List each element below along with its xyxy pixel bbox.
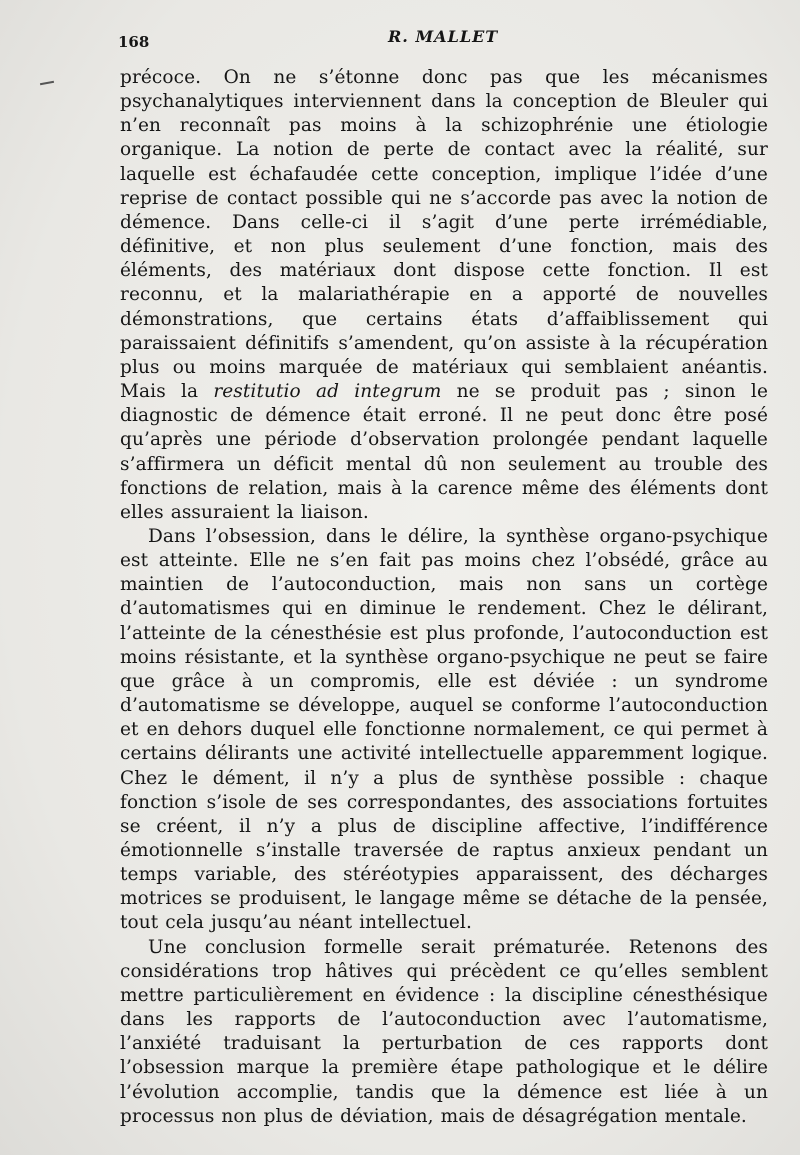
paragraph-1: [120, 66, 768, 525]
paragraph-1-emphasis: restitutio ad integrum: [213, 381, 442, 403]
margin-mark: [40, 81, 54, 85]
paragraph-1-text-after: ne se produit pas ; sinon le diagnostic de démence était erroné. Il ne peut donc être posé qu’après une période d’observation prolongée pendant laquelle s’affirmera un déficit mental dû non seulement au trouble des fonctions de relation, mais à la carence même des éléments dont elles assuraient la liaison.: [120, 381, 769, 523]
paragraph-1-text-before: précoce. On ne s’étonne donc pas que les mécanismes psychanalytiques interviennent dans la conception de Bleuler qui n’en reconnaît pas moins à la schizophrénie une étiologie organique. La notion de perte de contact avec la réalité, sur laquelle est échafaudée cette conception, implique l’idée d’une reprise de contact possible qui ne s’accorde pas avec la notion de démence. Dans celle-ci il s’agit d’une perte irrémédiable, définitive, et non plus seulement d’une fonction, mais des éléments, des matériaux dont dispose cette fonction. Il est reconnu, et la malariathérapie en a apporté de nouvelles démonstrations, que certains états d’affaiblissement qui paraissaient définitifs s’amendent, qu’on assiste à la récupération plus ou moins marquée de matériaux qui semblaient anéantis. Mais la: [120, 67, 768, 403]
paragraph-2: Dans l’obsession, dans le délire, la synthèse organo-psychique est atteinte. Elle ne s’en fait pas moins chez l’obsédé, grâce au maintien de l’autoconduction, mais non sans un cortège d’automatismes qui en diminue le rendement. Chez le délirant, l’atteinte de la cénesthésie est plus profonde, l’autoconduction est moins résistante, et la synthèse organo-psychique ne peut se faire que grâce à un compromis, elle est déviée : un syndrome d’automatisme se développe, auquel se conforme l’autoconduction et en dehors duquel elle fonctionne normalement, ce qui permet à certains délirants une activité intellectuelle apparemment logique. Chez le dément, il n’y a plus de synthèse possible : chaque fonction s’isole de ses correspondantes, des associations fortuites se créent, il n’y a plus de discipline affective, l’indifférence émotionnelle s’installe traversée de raptus anxieux pendant un temps variable, des stéréotypies apparaissent, des décharges motrices se produisent, le langage même se détache de la pensée, tout cela jusqu’au néant intellectuel.: [120, 525, 768, 934]
page-number: 168: [118, 33, 150, 51]
paragraph-3: Une conclusion formelle serait prématurée. Retenons des considérations trop hâtives qui précèdent ce qu’elles semblent mettre particulièrement en évidence : la discipline cénesthésique dans les rapports de l’autoconduction avec l’automatisme, l’anxiété traduisant la perturbation de ces rapports dont l’obsession marque la première étape pathologique et le délire l’évolution accomplie, tandis que la démence est liée à un processus non plus de déviation, mais de désagrégation mentale.: [120, 936, 768, 1127]
page-header: [118, 27, 766, 51]
body-text: [120, 66, 768, 1129]
running-head: R. MALLET: [388, 27, 499, 46]
